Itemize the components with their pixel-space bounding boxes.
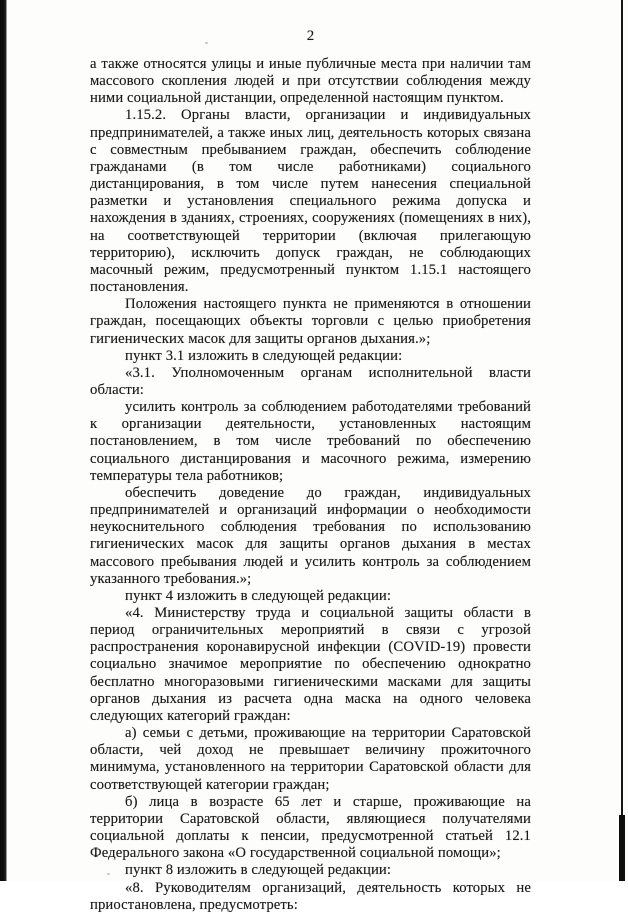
paragraph-continuation-public-places: а также относятся улицы и иные публичные места при наличии там массового скопления людей и при отсутствии соблюдения между ними социальной дистанции, определенной настоящим пунктом. bbox=[90, 56, 531, 107]
page-number: 2 bbox=[306, 28, 315, 44]
clause-4-ministry: «4. Министерству труда и социальной защиты области в период ограничительных мероприятий в связи с угрозой распространения коронавирусной инфекции (COVID-19) провести социально значимое мероприятие по обеспечению однократно бесплатно многоразовыми гигиеническими масками для защиты органов дыхания из расчета одна маска на одного человека следующих категорий граждан: bbox=[90, 605, 531, 724]
paragraph-point-3-1-intro: пункт 3.1 изложить в следующей редакции: bbox=[125, 347, 403, 364]
subclause-a-families: а) семьи с детьми, проживающие на территории Саратовской области, чей доход не превышает величину прожиточного минимума, установленного на территории Саратовской области для соответствующей категории граждан; bbox=[90, 725, 531, 793]
paragraph-provisions-exception: Положения настоящего пункта не применяются в отношении граждан, посещающих объекты торговли с целью приобретения гигиенических масок для защиты органов дыхания.»; bbox=[90, 296, 531, 347]
clause-3-1: «3.1. Уполномоченным органам исполнительной власти области: bbox=[90, 364, 531, 398]
paragraph-point-8-intro: пункт 8 изложить в следующей редакции: bbox=[125, 862, 392, 879]
scan-artifact-right-line bbox=[621, 0, 623, 881]
document-body bbox=[90, 56, 531, 914]
paragraph-inform-citizens: обеспечить доведение до граждан, индивидуальных предпринимателей и организаций информации о необходимости неукоснительного соблюдения требования по использованию гигиенических масок для защиты органов дыхания в местах массового пребывания людей и усилить контроль за соблюдением указанного требования.»; bbox=[90, 484, 531, 587]
scan-artifact-right-line-bottom bbox=[619, 815, 625, 881]
paragraph-point-4-intro: пункт 4 изложить в следующей редакции: bbox=[125, 587, 392, 604]
clause-1-15-2: 1.15.2. Органы власти, организации и индивидуальных предпринимателей, а также иных лиц, деятельность которых связана с совместным пребыванием граждан, обеспечить соблюдение гражданами (в том числе работниками) социального дистанцирования, в том числе путем нанесения специальной разметки и установления специального режима допуска и нахождения в зданиях, строениях, сооружениях (помещениях в них), на соответствующей территории (включая прилегающую территорию), исключить допуск граждан, не соблюдающих масочный режим, предусмотренный пунктом 1.15.1 настоящего постановления. bbox=[90, 107, 531, 296]
clause-8-heads: «8. Руководителям организаций, деятельность которых не приостановлена, предусмотреть: bbox=[90, 879, 531, 913]
paragraph-strengthen-control: усилить контроль за соблюдением работодателями требований к организации деятельности, установленных настоящим постановлением, в том числе требований по обеспечению социального дистанцирования и масочного режима, измерению температуры тела работников; bbox=[90, 399, 531, 484]
subclause-b-seniors: б) лица в возрасте 65 лет и старше, проживающие на территории Саратовской области, являющиеся получателями социальной доплаты к пенсии, предусмотренной статьей 12.1 Федерального закона «О государственной социальной помощи»; bbox=[90, 793, 531, 862]
scan-artifact-left-bar bbox=[0, 0, 7, 881]
